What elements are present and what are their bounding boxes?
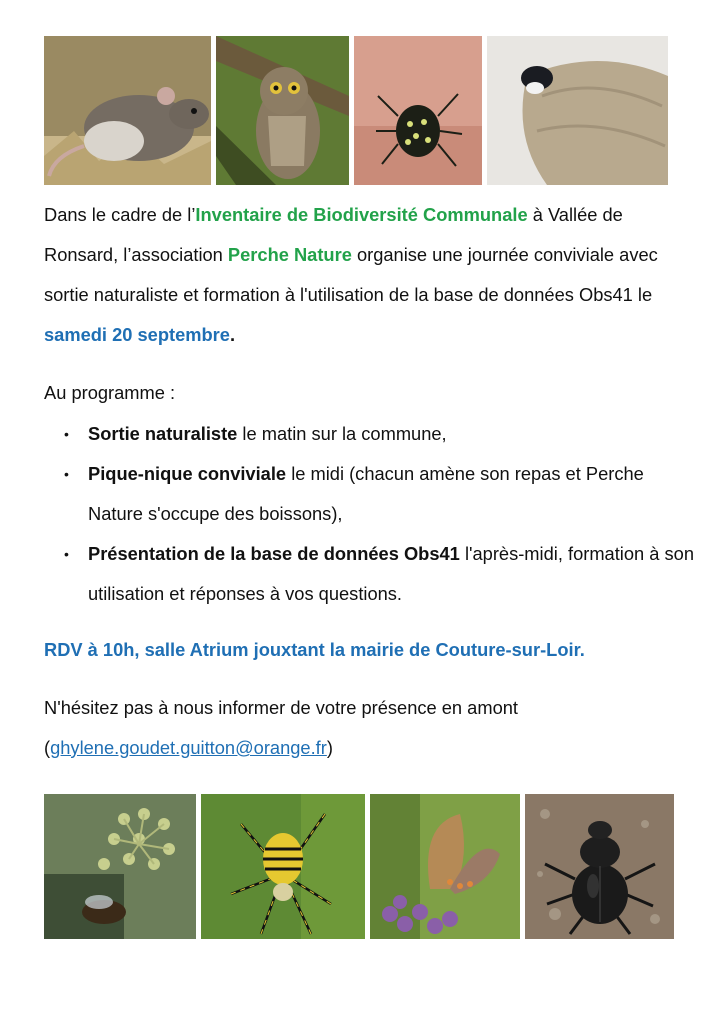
beetle-photo <box>525 794 674 939</box>
owl-photo <box>216 36 349 185</box>
perche-nature-highlight: Perche Nature <box>227 244 352 265</box>
mouse-photo <box>44 36 211 185</box>
item-bold: Sortie naturaliste <box>88 423 238 444</box>
bullet-icon: • <box>64 546 69 562</box>
email-link[interactable]: ghylene.goudet.guitton@orange.fr <box>50 737 327 758</box>
butterfly-photo <box>370 794 520 939</box>
shield-bug-photo <box>354 36 482 185</box>
intro-text-2: à Vallée de Ronsard, l’association <box>44 204 623 265</box>
paren-open: ( <box>44 737 51 758</box>
item-text: l'après-midi, formation à son utilisation et réponses à vos questions. <box>88 543 694 604</box>
wasp-spider-photo <box>201 794 365 939</box>
list-item <box>44 454 694 534</box>
intro-paragraph <box>44 195 694 355</box>
contact-paragraph <box>44 688 694 768</box>
list-item <box>44 414 694 454</box>
programme-list <box>44 414 694 614</box>
contact-line: N'hésitez pas à nous informer de votre présence en amont <box>44 697 518 718</box>
paren-close: ) <box>326 737 333 758</box>
event-date: samedi 20 septembre <box>44 324 230 345</box>
inventaire-highlight: Inventaire de Biodiversité Communale <box>195 204 528 225</box>
item-bold: Présentation de la base de données Obs41 <box>88 543 460 564</box>
rdv-line: RDV à 10h, salle Atrium jouxtant la mairie de Couture-sur-Loir. <box>44 639 585 660</box>
intro-text-1: Dans le cadre de l’ <box>44 204 196 225</box>
item-text: le matin sur la commune, <box>237 423 447 444</box>
intro-text-4: . <box>229 324 236 345</box>
intro-text-3: organise une journée conviviale avec sortie naturaliste et formation à l'utilisation de la base de données Obs41 le <box>44 244 658 305</box>
swallow-nest-photo <box>487 36 668 185</box>
bee-on-ivy-photo <box>44 794 196 939</box>
bullet-icon: • <box>64 466 69 482</box>
list-item <box>44 534 694 614</box>
item-text: le midi (chacun amène son repas et Perche Nature s'occupe des boissons), <box>88 463 644 524</box>
item-bold: Pique-nique conviviale <box>88 463 287 484</box>
programme-title: Au programme : <box>44 382 176 403</box>
bullet-icon: • <box>64 426 69 442</box>
